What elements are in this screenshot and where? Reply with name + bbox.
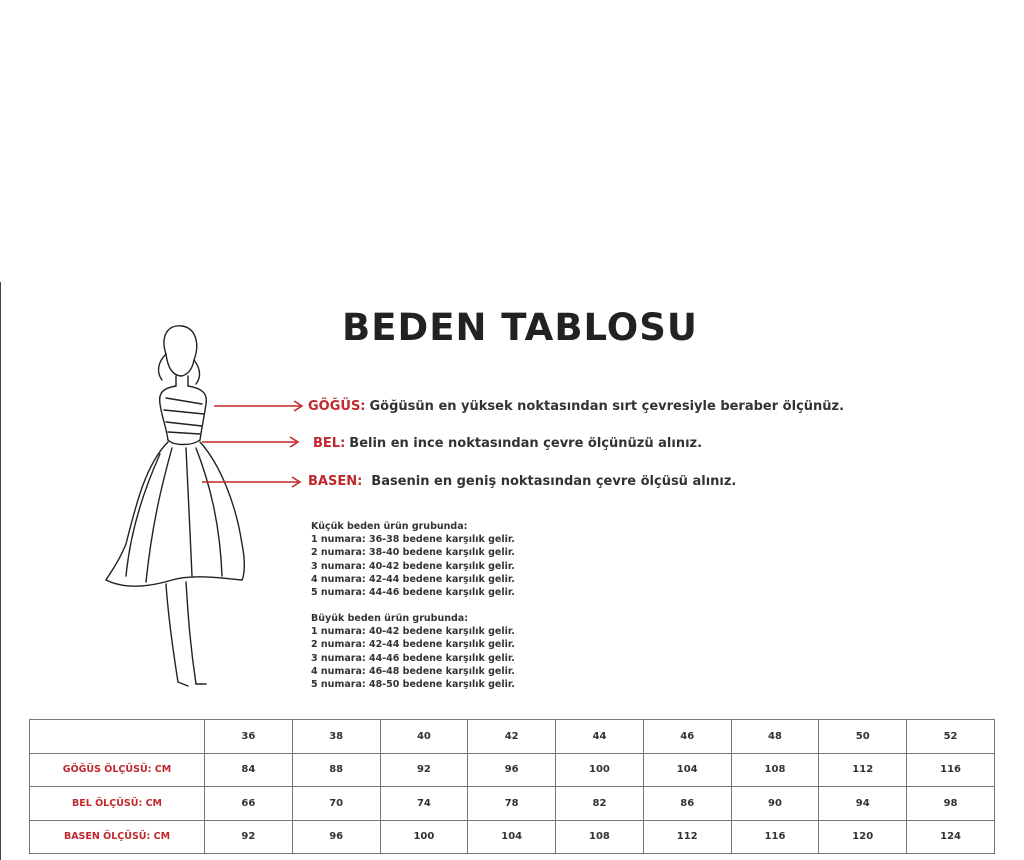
size-header-cell: 50 (819, 720, 907, 754)
row-label: BEL ÖLÇÜSÜ: CM (30, 787, 205, 821)
bust-description: Göğüsün en yüksek noktasından sırt çevresiyle beraber ölçünüz. (369, 399, 845, 414)
table-cell: 112 (819, 753, 907, 787)
hip-label: BASEN: (308, 474, 363, 489)
hip-instruction (308, 474, 736, 489)
table-cell: 98 (907, 787, 995, 821)
list-item: 3 numara: 44-46 bedene karşılık gelir. (311, 652, 515, 664)
hip-description: Basenin en geniş noktasından çevre ölçüsü alınız. (371, 474, 737, 489)
table-cell: 90 (731, 787, 819, 821)
size-header-cell: 52 (907, 720, 995, 754)
table-cell: 96 (468, 753, 556, 787)
size-header-cell: 42 (468, 720, 556, 754)
bust-label: GÖĞÜS: (308, 399, 366, 414)
small-group-heading: Küçük beden ürün grubunda: (311, 521, 468, 532)
list-item: 1 numara: 40-42 bedene karşılık gelir. (311, 626, 515, 638)
dress-figure-illustration (96, 314, 252, 692)
table-cell: 92 (380, 753, 468, 787)
size-header-cell: 44 (556, 720, 644, 754)
waist-label: BEL: (313, 436, 346, 451)
table-cell: 116 (907, 753, 995, 787)
waist-instruction (313, 436, 702, 451)
list-item: 2 numara: 38-40 bedene karşılık gelir. (311, 547, 515, 559)
row-label: GÖĞÜS ÖLÇÜSÜ: CM (30, 753, 205, 787)
table-cell: 100 (380, 820, 468, 854)
table-cell: 70 (292, 787, 380, 821)
table-cell: 88 (292, 753, 380, 787)
table-header-row (30, 720, 995, 754)
page-title: BEDEN TABLOSU (342, 306, 698, 349)
table-cell: 66 (205, 787, 293, 821)
table-cell: 78 (468, 787, 556, 821)
table-cell: 104 (468, 820, 556, 854)
table-cell: 96 (292, 820, 380, 854)
table-corner-cell (30, 720, 205, 754)
large-group-heading: Büyük beden ürün grubunda: (311, 613, 469, 624)
table-cell: 112 (643, 820, 731, 854)
table-cell: 82 (556, 787, 644, 821)
table-row (30, 787, 995, 821)
hip-arrow-icon (202, 476, 302, 488)
list-item: 2 numara: 42-44 bedene karşılık gelir. (311, 639, 515, 651)
size-header-cell: 36 (205, 720, 293, 754)
large-size-group (311, 612, 515, 691)
list-item: 4 numara: 42-44 bedene karşılık gelir. (311, 573, 515, 585)
size-header-cell: 40 (380, 720, 468, 754)
waist-arrow-icon (202, 436, 300, 448)
bust-instruction (308, 399, 844, 414)
size-header-cell: 46 (643, 720, 731, 754)
table-row (30, 753, 995, 787)
table-cell: 100 (556, 753, 644, 787)
table-cell: 108 (556, 820, 644, 854)
table-cell: 92 (205, 820, 293, 854)
list-item: 5 numara: 48-50 bedene karşılık gelir. (311, 679, 515, 691)
size-header-cell: 48 (731, 720, 819, 754)
table-cell: 120 (819, 820, 907, 854)
size-table (29, 719, 995, 854)
row-label: BASEN ÖLÇÜSÜ: CM (30, 820, 205, 854)
bust-arrow-icon (214, 400, 304, 412)
table-cell: 86 (643, 787, 731, 821)
table-row (30, 820, 995, 854)
table-cell: 84 (205, 753, 293, 787)
table-cell: 104 (643, 753, 731, 787)
list-item: 1 numara: 36-38 bedene karşılık gelir. (311, 534, 515, 546)
table-cell: 108 (731, 753, 819, 787)
list-item: 5 numara: 44-46 bedene karşılık gelir. (311, 587, 515, 599)
list-item: 3 numara: 40-42 bedene karşılık gelir. (311, 560, 515, 572)
small-size-group (311, 520, 515, 599)
size-header-cell: 38 (292, 720, 380, 754)
waist-description: Belin en ince noktasından çevre ölçünüzü alınız. (349, 436, 703, 451)
table-cell: 116 (731, 820, 819, 854)
table-cell: 74 (380, 787, 468, 821)
table-cell: 94 (819, 787, 907, 821)
list-item: 4 numara: 46-48 bedene karşılık gelir. (311, 665, 515, 677)
table-cell: 124 (907, 820, 995, 854)
